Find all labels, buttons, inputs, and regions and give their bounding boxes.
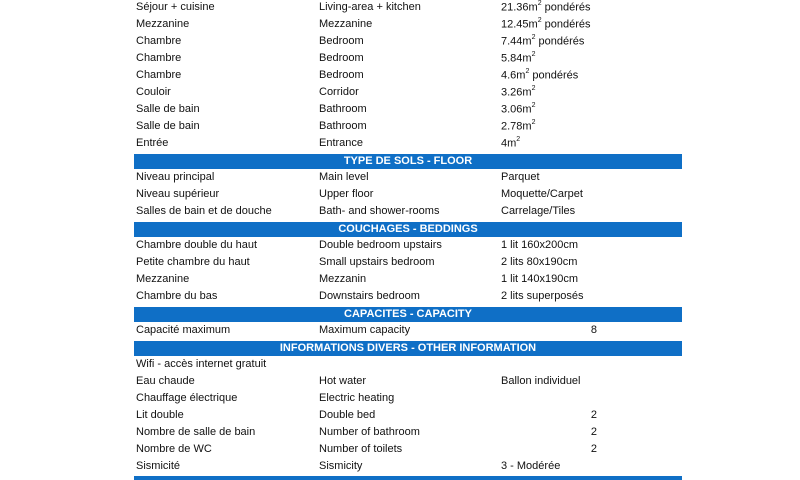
room-name-fr: Entrée <box>136 137 169 149</box>
info-label-en: Sismicity <box>319 460 363 472</box>
info-number: 2 <box>590 409 597 421</box>
table-row <box>134 408 682 425</box>
room-name-fr: Chambre <box>136 52 182 64</box>
room-name-en: Corridor <box>319 86 359 98</box>
table-row <box>134 102 682 119</box>
floor-section-header: TYPE DE SOLS - FLOOR <box>134 154 682 169</box>
table-row <box>134 0 682 17</box>
floor-type: Carrelage/Tiles <box>501 205 576 217</box>
table-row <box>134 85 682 102</box>
bed-spec: 1 lit 160x200cm <box>501 239 579 251</box>
bedroom-fr: Mezzanine <box>136 273 190 285</box>
floor-type: Parquet <box>501 171 540 183</box>
bedroom-en: Small upstairs bedroom <box>319 256 435 268</box>
table-row <box>134 238 682 255</box>
floor-section <box>134 170 682 221</box>
table-row <box>134 51 682 68</box>
capacity-label-fr: Capacité maximum <box>136 324 231 336</box>
room-area: $3.26m^2$ <box>501 85 536 99</box>
info-value: 3 - Modérée <box>501 460 561 472</box>
capacity-value: 8 <box>590 324 597 336</box>
room-name-en: Bedroom <box>319 35 364 47</box>
table-row <box>134 68 682 85</box>
info-number: 2 <box>590 443 597 455</box>
table-row <box>134 34 682 51</box>
info-label-fr: Nombre de salle de bain <box>136 426 256 438</box>
info-label-en: Electric heating <box>319 392 395 404</box>
room-name-en: Mezzanine <box>319 18 373 30</box>
bed-spec: 2 lits 80x190cm <box>501 256 578 268</box>
floor-location-en: Main level <box>319 171 369 183</box>
bed-spec: 1 lit 140x190cm <box>501 273 579 285</box>
other-info-section <box>134 357 682 476</box>
info-label-en: Hot water <box>319 375 367 387</box>
room-name-en: Entrance <box>319 137 364 149</box>
table-row <box>134 255 682 272</box>
table-row <box>134 204 682 221</box>
info-label-fr: Sismicité <box>136 460 181 472</box>
bedroom-fr: Petite chambre du haut <box>136 256 250 268</box>
room-area: $2.78m^2$ <box>501 119 536 133</box>
table-row <box>134 374 682 391</box>
table-row <box>134 357 682 374</box>
room-name-en: Living-area + kitchen <box>319 1 421 13</box>
info-label-en: Double bed <box>319 409 376 421</box>
floor-type: Moquette/Carpet <box>501 188 583 200</box>
property-info-sheet <box>134 0 682 480</box>
room-area: $12.45m^2$ pondérés <box>501 17 591 31</box>
table-row <box>134 170 682 187</box>
room-name-fr: Salle de bain <box>136 103 200 115</box>
room-area: $21.36m^2$ pondérés <box>501 0 591 14</box>
bottom-divider <box>134 476 682 480</box>
info-label-en: Number of bathroom <box>319 426 420 438</box>
table-row <box>134 187 682 204</box>
other-info-section-header: INFORMATIONS DIVERS - OTHER INFORMATION <box>134 341 682 356</box>
bedroom-fr: Chambre du bas <box>136 290 218 302</box>
room-name-fr: Mezzanine <box>136 18 190 30</box>
room-name-en: Bathroom <box>319 103 367 115</box>
info-value: Ballon individuel <box>501 375 581 387</box>
capacity-section-header: CAPACITES - CAPACITY <box>134 307 682 322</box>
room-area: $5.84m^2$ <box>501 51 536 65</box>
table-row <box>134 289 682 306</box>
floor-location-fr: Niveau principal <box>136 171 215 183</box>
capacity-section <box>134 323 682 340</box>
bedroom-en: Double bedroom upstairs <box>319 239 442 251</box>
bed-spec: 2 lits superposés <box>501 290 584 302</box>
room-name-fr: Chambre <box>136 69 182 81</box>
room-name-fr: Séjour + cuisine <box>136 1 215 13</box>
room-name-en: Bedroom <box>319 52 364 64</box>
room-name-fr: Couloir <box>136 86 171 98</box>
table-row <box>134 17 682 34</box>
info-label-fr: Wifi - accès internet gratuit <box>136 358 267 370</box>
info-number: 2 <box>590 426 597 438</box>
beddings-section-header: COUCHAGES - BEDDINGS <box>134 222 682 237</box>
table-row <box>134 391 682 408</box>
beddings-section <box>134 238 682 306</box>
info-label-en: Number of toilets <box>319 443 403 455</box>
room-name-en: Bathroom <box>319 120 367 132</box>
capacity-label-en: Maximum capacity <box>319 324 411 336</box>
room-area: $4m^2$ <box>501 136 521 150</box>
room-area: $3.06m^2$ <box>501 102 536 116</box>
table-row <box>134 459 682 476</box>
bedroom-en: Downstairs bedroom <box>319 290 420 302</box>
info-label-fr: Chauffage électrique <box>136 392 238 404</box>
floor-location-fr: Salles de bain et de douche <box>136 205 272 217</box>
table-row <box>134 272 682 289</box>
floor-location-en: Upper floor <box>319 188 374 200</box>
table-row <box>134 323 682 340</box>
info-label-fr: Nombre de WC <box>136 443 212 455</box>
table-row <box>134 119 682 136</box>
room-name-fr: Chambre <box>136 35 182 47</box>
rooms-section <box>134 0 682 153</box>
table-row <box>134 425 682 442</box>
bedroom-en: Mezzanin <box>319 273 367 285</box>
bedroom-fr: Chambre double du haut <box>136 239 258 251</box>
table-row <box>134 136 682 153</box>
table-row <box>134 442 682 459</box>
room-area: $7.44m^2$ pondérés <box>501 34 585 48</box>
floor-location-fr: Niveau supérieur <box>136 188 220 200</box>
room-name-fr: Salle de bain <box>136 120 200 132</box>
info-label-fr: Lit double <box>136 409 184 421</box>
info-label-fr: Eau chaude <box>136 375 195 387</box>
floor-location-en: Bath- and shower-rooms <box>319 205 440 217</box>
room-area: $4.6m^2$ pondérés <box>501 68 579 82</box>
room-name-en: Bedroom <box>319 69 364 81</box>
